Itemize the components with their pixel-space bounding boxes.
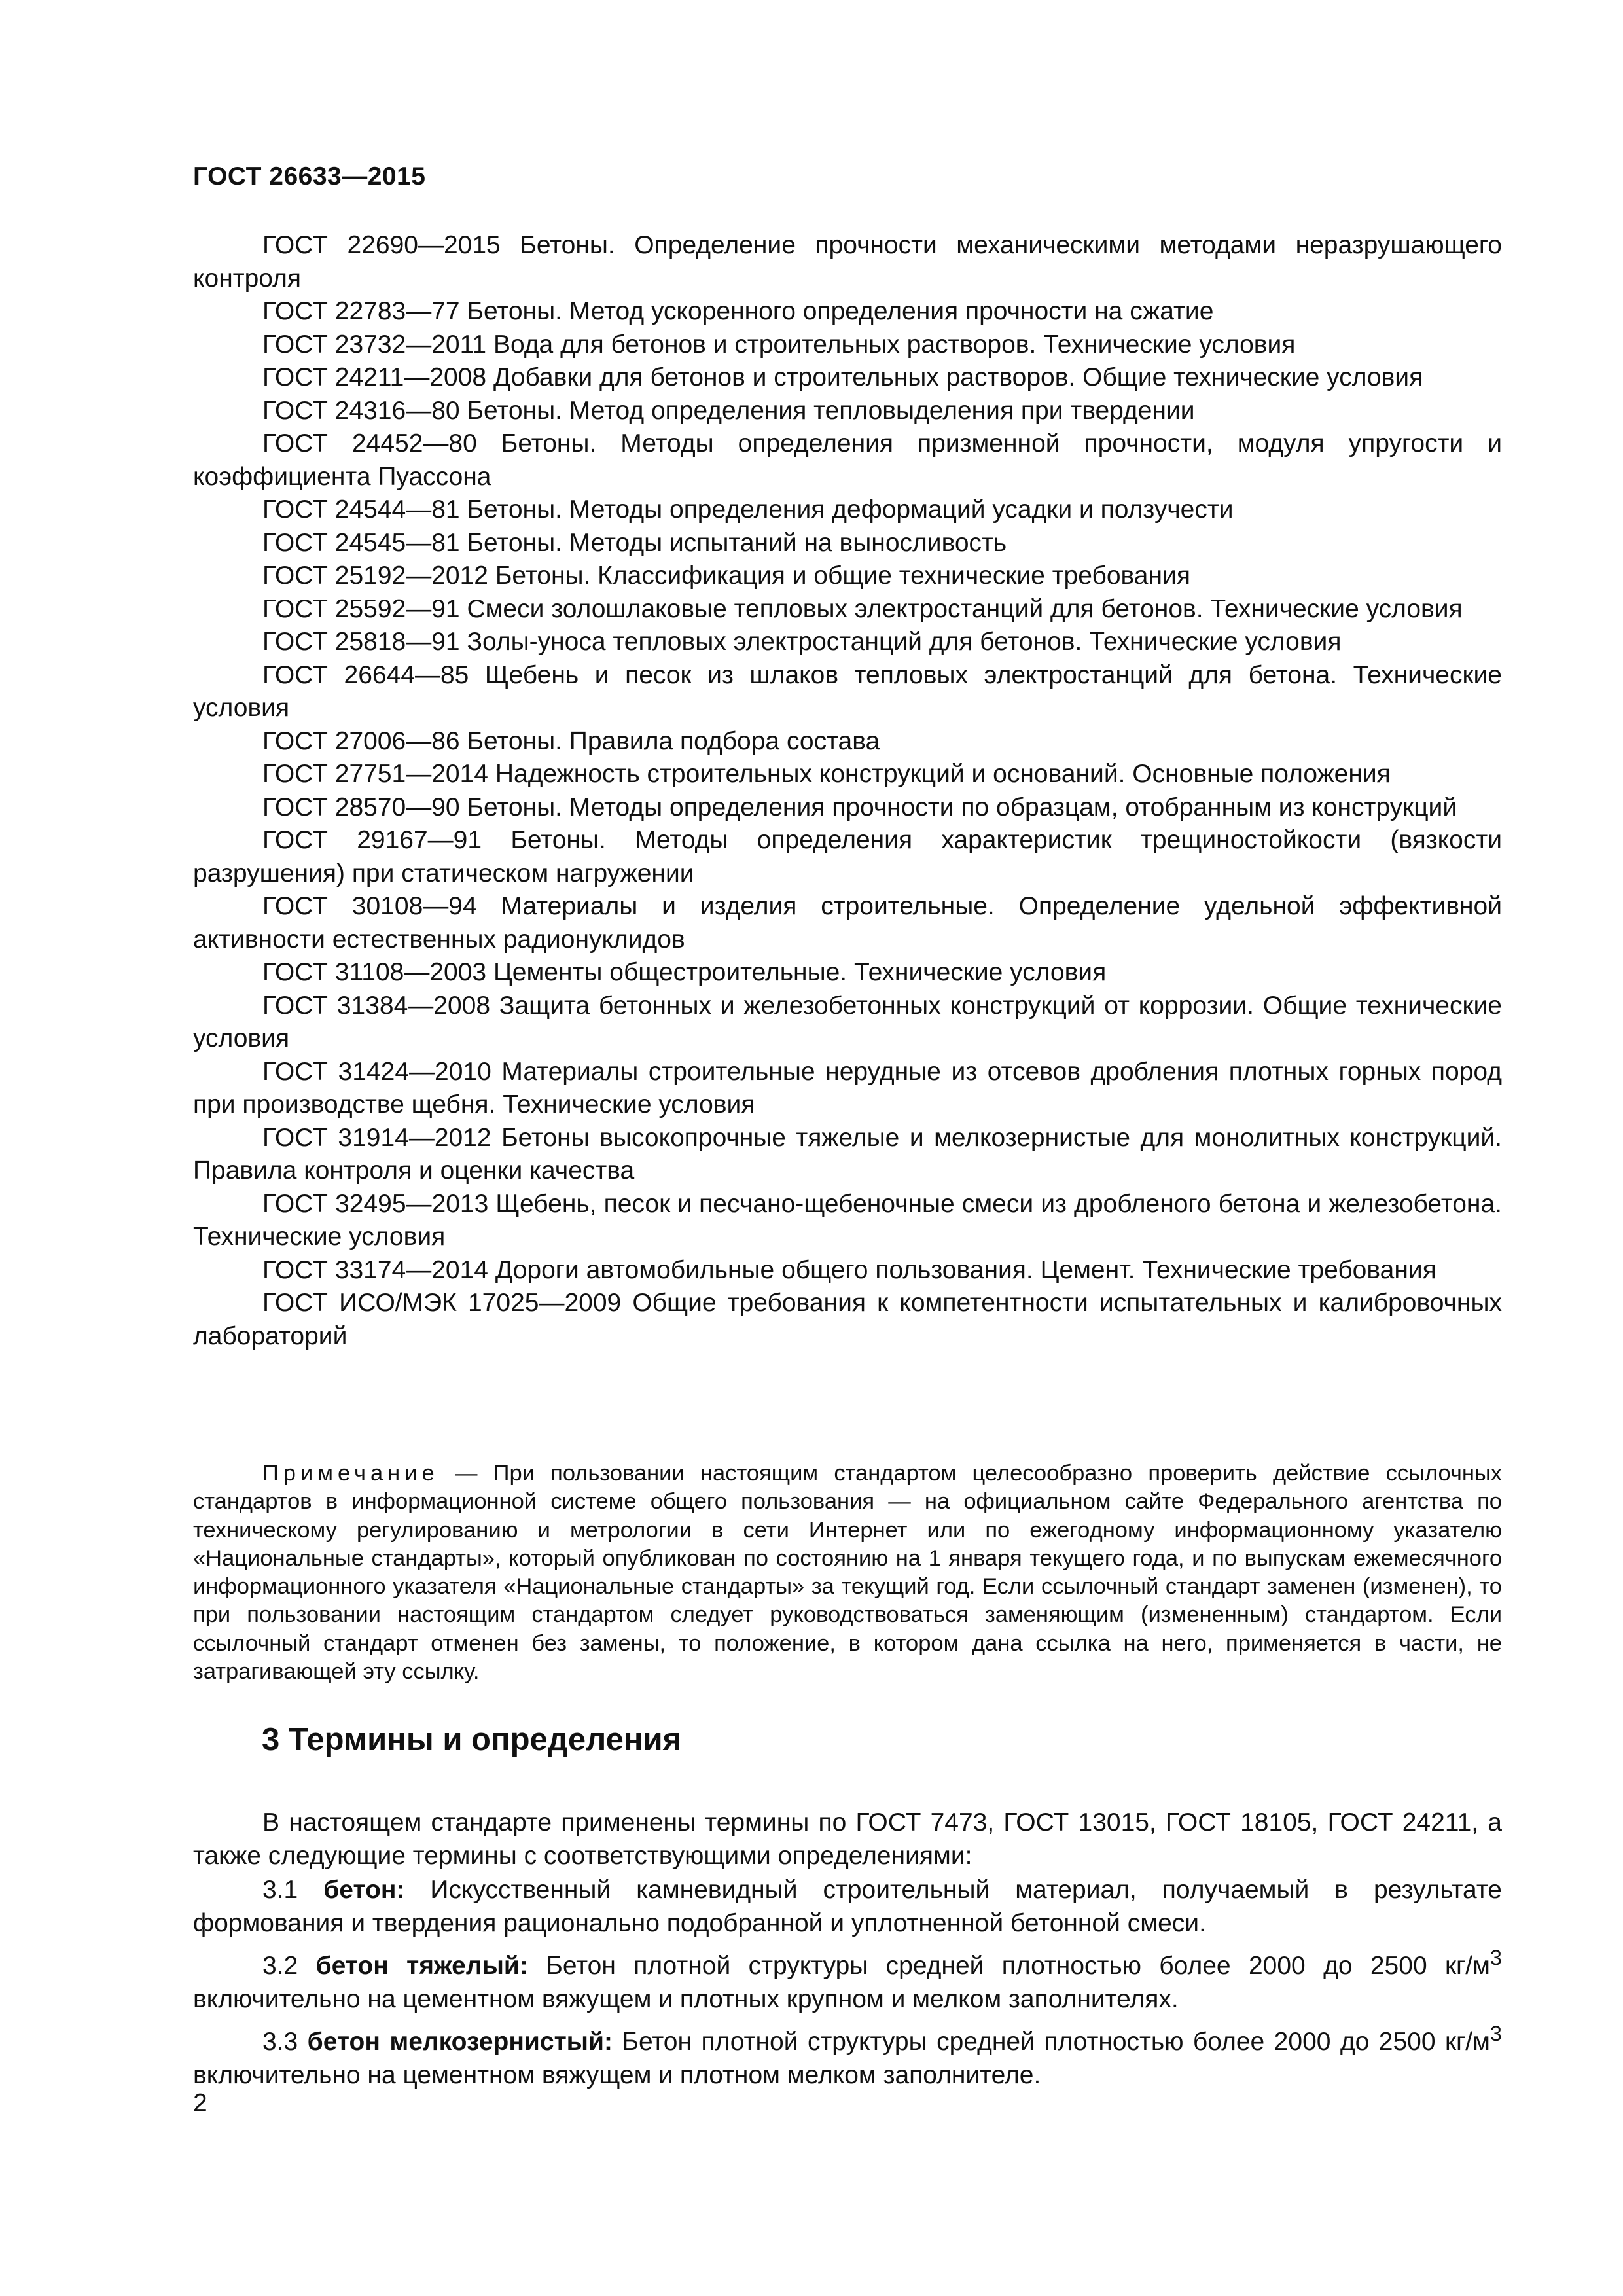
reference-item: ГОСТ 25192—2012 Бетоны. Классификация и общие технические требования bbox=[262, 562, 1190, 590]
reference-item: ГОСТ 31384—2008 Защита бетонных и железобетонных конструкций от коррозии. Общие технические условия bbox=[193, 991, 1502, 1052]
reference-item: ГОСТ 30108—94 Материалы и изделия строительные. Определение удельной эффективной активности естественных радионуклидов bbox=[193, 892, 1502, 954]
note-text: — При пользовании настоящим стандартом целесообразно проверить действие ссылочных стандартов в информационной системе общего пользования — на официальном сайте Федерального агентства по техническому регулированию и метрологии в сети Интернет или по ежегодному информационному указателю «Национальные стандарты», который опубликован по состоянию на 1 января текущего года, и по выпускам ежемесячного информационного указателя «Национальные стандарты» за текущий год. Если ссылочный стандарт заменен (изменен), то при пользовании настоящим стандартом следует руководствоваться заменяющим (измененным) стандартом. Если ссылочный стандарт отменен без замены, то положение, в котором дана ссылка на него, применяется в части, не затрагивающей эту ссылку. bbox=[193, 1461, 1502, 1685]
term-definition bbox=[193, 1941, 1502, 2016]
term-def: Бетон плотной структуры средней плотностью более 2000 до 2500 кг/м bbox=[612, 2028, 1490, 2056]
term-def: Искусственный камневидный строительный материал, получаемый в результате формования и твердения рационально подобранной и уплотненной бетонной смеси. bbox=[193, 1876, 1502, 1937]
reference-item: ГОСТ 24452—80 Бетоны. Методы определения призменной прочности, модуля упругости и коэффициента Пуассона bbox=[193, 429, 1502, 491]
normative-references-list bbox=[193, 229, 1502, 1353]
reference-item: ГОСТ 31914—2012 Бетоны высокопрочные тяжелые и мелкозернистые для монолитных конструкций. Правила контроля и оценки качества bbox=[193, 1123, 1502, 1185]
term-number: 3.1 bbox=[262, 1876, 298, 1904]
reference-item: ГОСТ 31424—2010 Материалы строительные нерудные из отсевов дробления плотных горных пород при производстве щебня. Технические условия bbox=[193, 1057, 1502, 1119]
reference-item: ГОСТ 29167—91 Бетоны. Методы определения характеристик трещиностойкости (вязкости разрушения) при статическом нагружении bbox=[193, 826, 1502, 888]
reference-item: ГОСТ 26644—85 Щебень и песок из шлаков тепловых электростанций для бетона. Технические условия bbox=[193, 660, 1502, 722]
reference-item: ГОСТ 24544—81 Бетоны. Методы определения деформаций усадки и ползучести bbox=[262, 495, 1234, 524]
reference-item: ГОСТ 31108—2003 Цементы общестроительные. Технические условия bbox=[262, 958, 1107, 986]
term-definition bbox=[193, 1874, 1502, 1940]
term-number: 3.2 bbox=[262, 1952, 298, 1980]
term-name: бетон: bbox=[323, 1876, 405, 1904]
term-def-cont: включительно на цементном вяжущем и плотных крупном и мелком заполнителях. bbox=[193, 1984, 1179, 2013]
reference-item: ГОСТ 28570—90 Бетоны. Методы определения прочности по образцам, отобранным из конструкций bbox=[262, 793, 1457, 821]
reference-item: ГОСТ ИСО/МЭК 17025—2009 Общие требования к компетентности испытательных и калибровочных лабораторий bbox=[193, 1289, 1502, 1350]
terms-section-body bbox=[193, 1806, 1502, 2093]
unit-superscript: 3 bbox=[1489, 1946, 1502, 1969]
term-name: бетон мелкозернистый: bbox=[307, 2028, 613, 2056]
reference-item: ГОСТ 27006—86 Бетоны. Правила подбора состава bbox=[262, 726, 880, 755]
term-definition bbox=[193, 2017, 1502, 2092]
reference-item: ГОСТ 32495—2013 Щебень, песок и песчано-щебеночные смеси из дробленого бетона и железобетона. Технические условия bbox=[193, 1189, 1502, 1251]
term-def: Бетон плотной структуры средней плотностью более 2000 до 2500 кг/м bbox=[527, 1952, 1490, 1980]
reference-item: ГОСТ 22783—77 Бетоны. Метод ускоренного определения прочности на сжатие bbox=[262, 297, 1214, 325]
section-title: 3 Термины и определения bbox=[262, 1722, 682, 1757]
reference-item: ГОСТ 33174—2014 Дороги автомобильные общего пользования. Цемент. Технические требования bbox=[262, 1255, 1436, 1284]
term-name: бетон тяжелый: bbox=[315, 1952, 528, 1980]
page-number: 2 bbox=[193, 2089, 207, 2117]
reference-item: ГОСТ 25592—91 Смеси золошлаковые тепловых электростанций для бетонов. Технические условия bbox=[262, 594, 1463, 623]
term-def-cont: включительно на цементном вяжущем и плотном мелком заполнителе. bbox=[193, 2060, 1041, 2089]
document-header: ГОСТ 26633—2015 bbox=[193, 162, 426, 190]
reference-item: ГОСТ 24545—81 Бетоны. Методы испытаний на выносливость bbox=[262, 528, 1007, 557]
reference-item: ГОСТ 24211—2008 Добавки для бетонов и строительных растворов. Общие технические условия bbox=[262, 363, 1423, 391]
note-paragraph bbox=[193, 1460, 1502, 1686]
term-number: 3.3 bbox=[262, 2028, 298, 2056]
unit-superscript: 3 bbox=[1489, 2022, 1502, 2045]
reference-item: ГОСТ 22690—2015 Бетоны. Определение прочности механическими методами неразрушающего контроля bbox=[193, 231, 1502, 293]
section-intro: В настоящем стандарте применены термины по ГОСТ 7473, ГОСТ 13015, ГОСТ 18105, ГОСТ 24211, а также следующие термины с соответствующими определениями: bbox=[193, 1808, 1502, 1870]
reference-item: ГОСТ 24316—80 Бетоны. Метод определения тепловыделения при твердении bbox=[262, 396, 1195, 425]
note-label: Примечание bbox=[262, 1461, 439, 1486]
reference-item: ГОСТ 27751—2014 Надежность строительных конструкций и оснований. Основные положения bbox=[262, 760, 1391, 788]
reference-item: ГОСТ 23732—2011 Вода для бетонов и строительных растворов. Технические условия bbox=[262, 330, 1296, 359]
reference-item: ГОСТ 25818—91 Золы-уноса тепловых электростанций для бетонов. Технические условия bbox=[262, 628, 1342, 656]
